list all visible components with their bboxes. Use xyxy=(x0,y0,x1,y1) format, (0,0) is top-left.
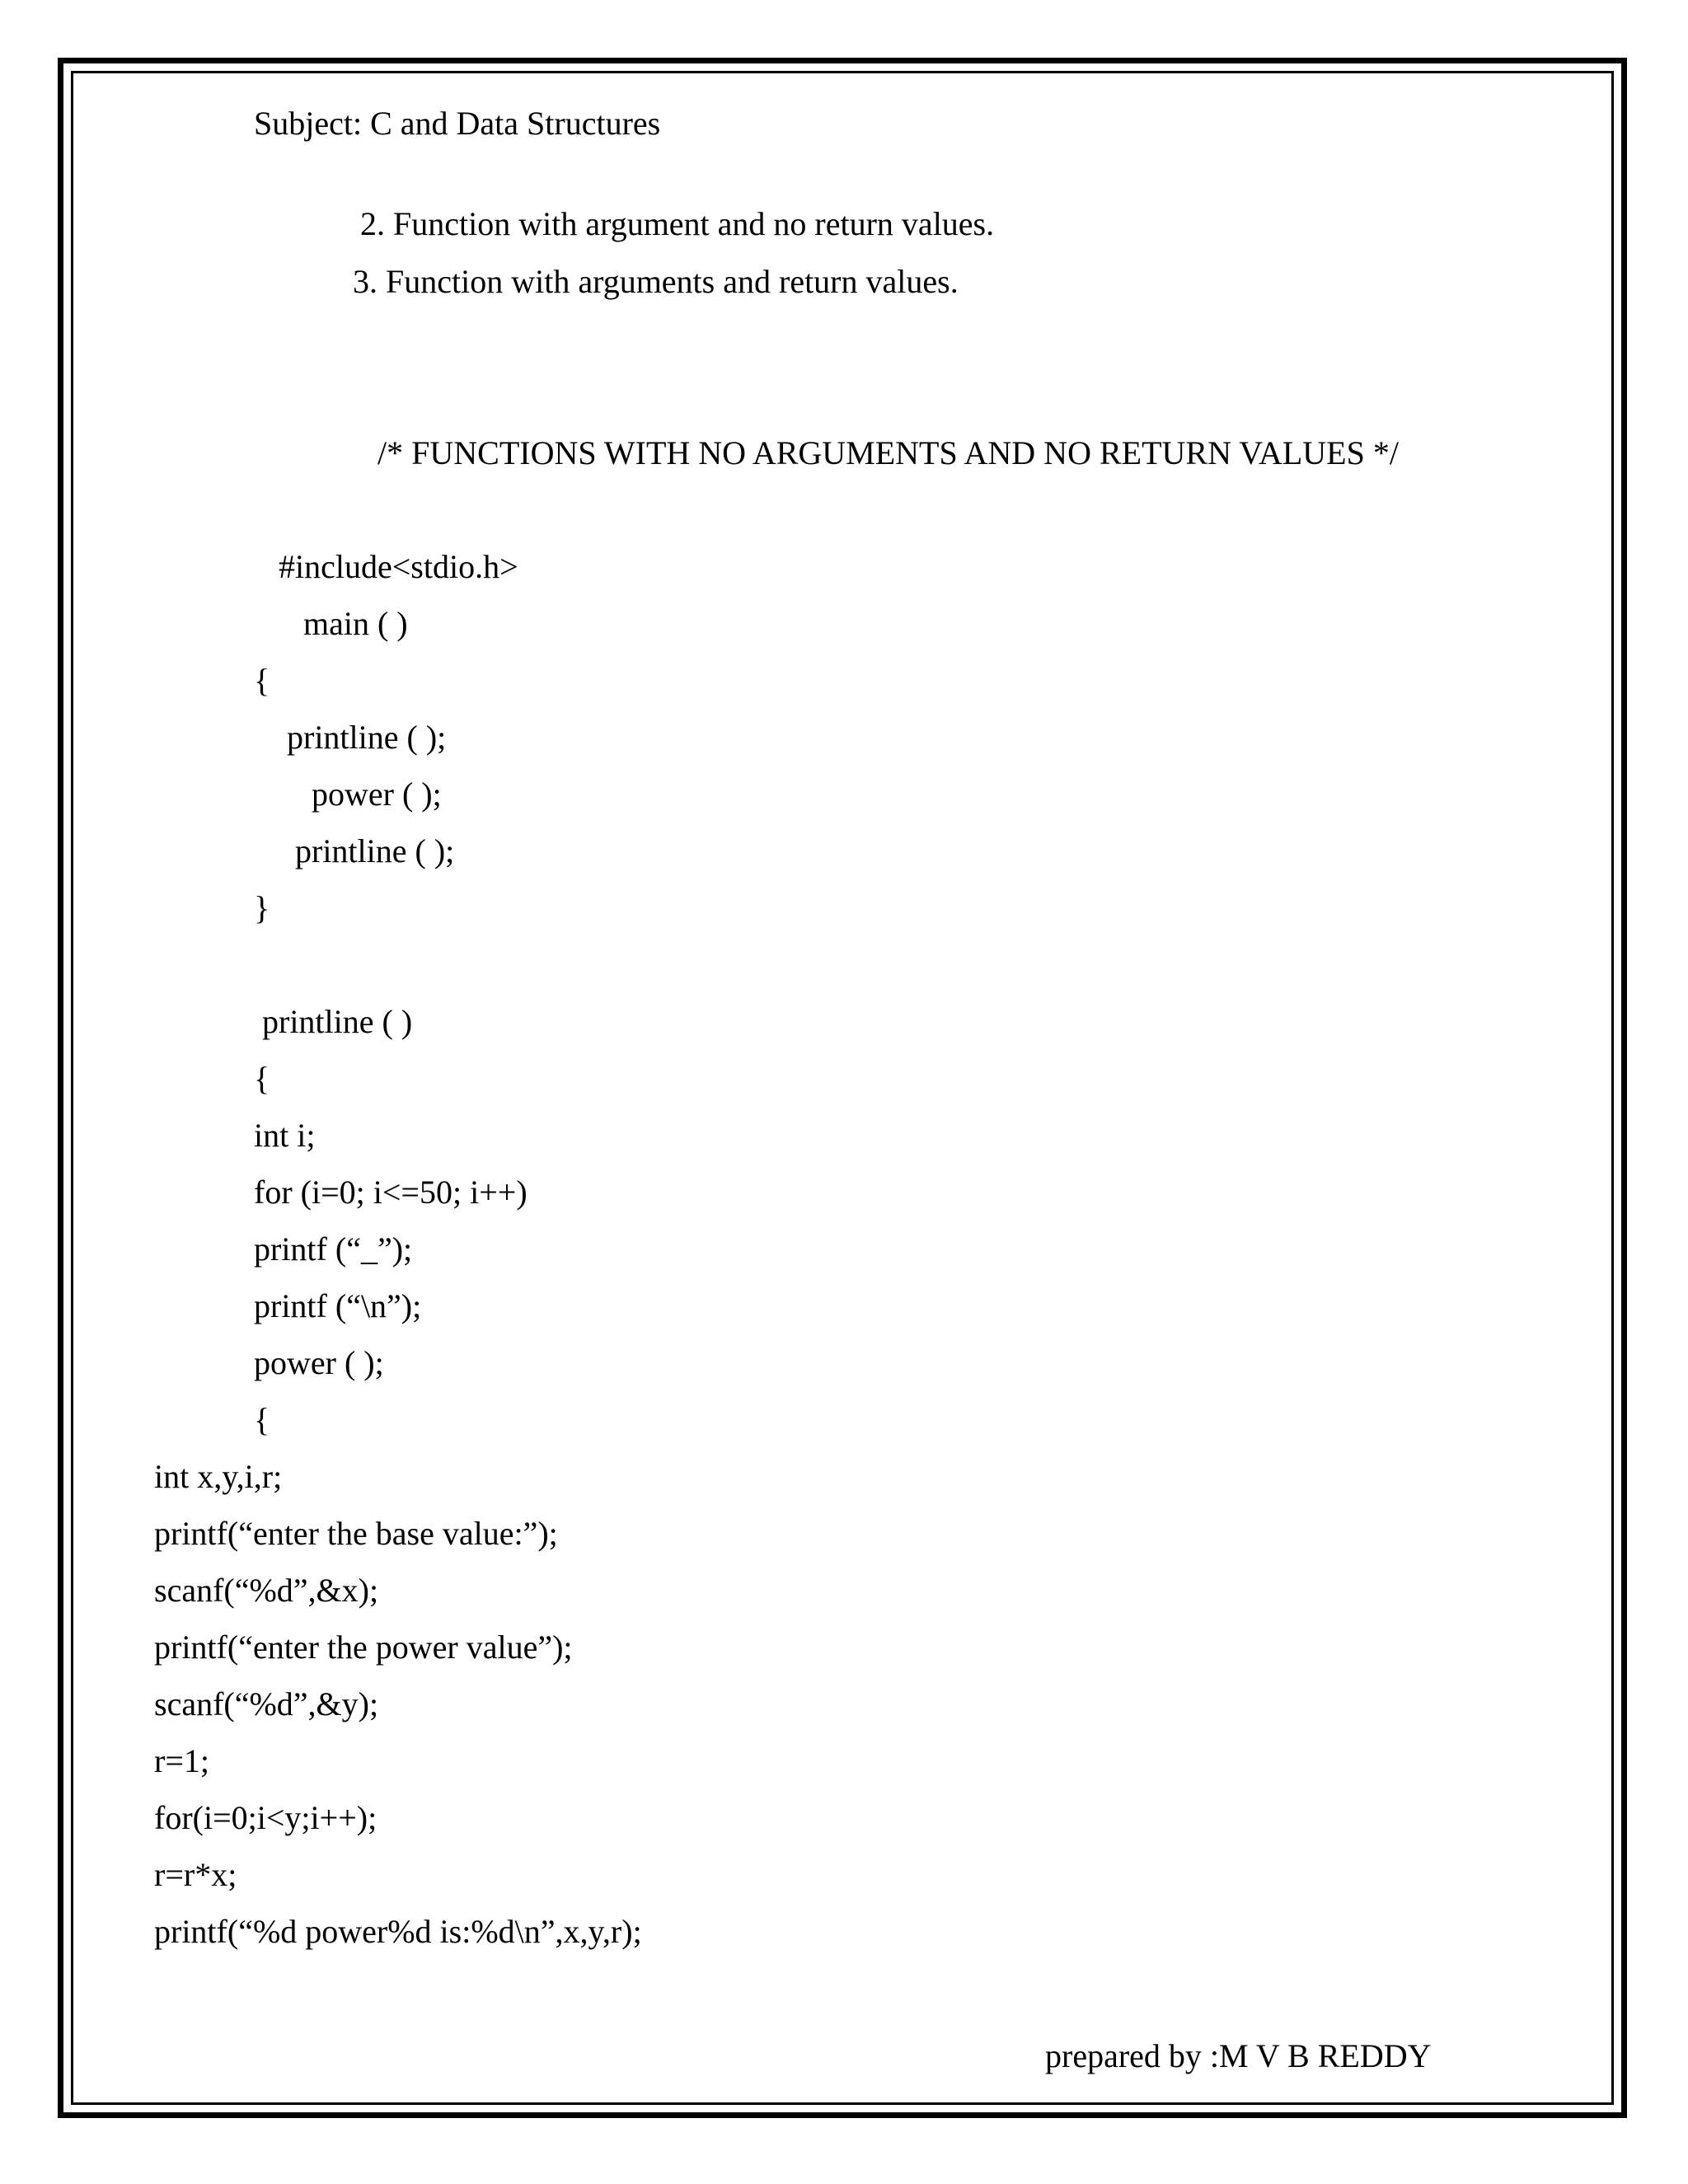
code-line: printf(“enter the base value:”); xyxy=(154,1515,558,1552)
subject-line: Subject: C and Data Structures xyxy=(254,105,661,142)
code-line: power ( ); xyxy=(312,776,442,813)
list-item-3: 3. Function with arguments and return values. xyxy=(353,263,959,300)
code-line: for (i=0; i<=50; i++) xyxy=(254,1174,528,1211)
list-item-2: 2. Function with argument and no return values. xyxy=(360,205,995,242)
code-line: power ( ); xyxy=(254,1344,384,1381)
code-line: r=1; xyxy=(154,1742,209,1779)
code-line: printf (“_”); xyxy=(254,1230,413,1268)
code-line: scanf(“%d”,&y); xyxy=(154,1685,379,1722)
code-line: for(i=0;i<y;i++); xyxy=(154,1799,377,1836)
code-line: { xyxy=(254,1401,270,1438)
code-line: printf(“enter the power value”); xyxy=(154,1629,573,1666)
code-line: } xyxy=(254,889,270,926)
code-line: printline ( ); xyxy=(295,832,455,869)
code-line: printf(“%d power%d is:%d\n”,x,y,r); xyxy=(154,1913,642,1950)
code-line: int x,y,i,r; xyxy=(154,1458,283,1495)
code-line: r=r*x; xyxy=(154,1856,237,1893)
code-line: scanf(“%d”,&x); xyxy=(154,1572,379,1609)
code-line: printline ( ); xyxy=(287,719,447,756)
section-heading: /* FUNCTIONS WITH NO ARGUMENTS AND NO RETURN VALUES */ xyxy=(377,434,1399,471)
code-line: main ( ) xyxy=(303,605,408,642)
code-line: { xyxy=(254,662,270,699)
prepared-by-footer: prepared by :M V B REDDY xyxy=(1045,2037,1432,2074)
code-line: printline ( ) xyxy=(262,1003,413,1040)
code-line: printf (“\n”); xyxy=(254,1287,422,1324)
code-line: #include<stdio.h> xyxy=(279,548,518,585)
code-line: int i; xyxy=(254,1117,316,1154)
code-line: { xyxy=(254,1060,270,1097)
